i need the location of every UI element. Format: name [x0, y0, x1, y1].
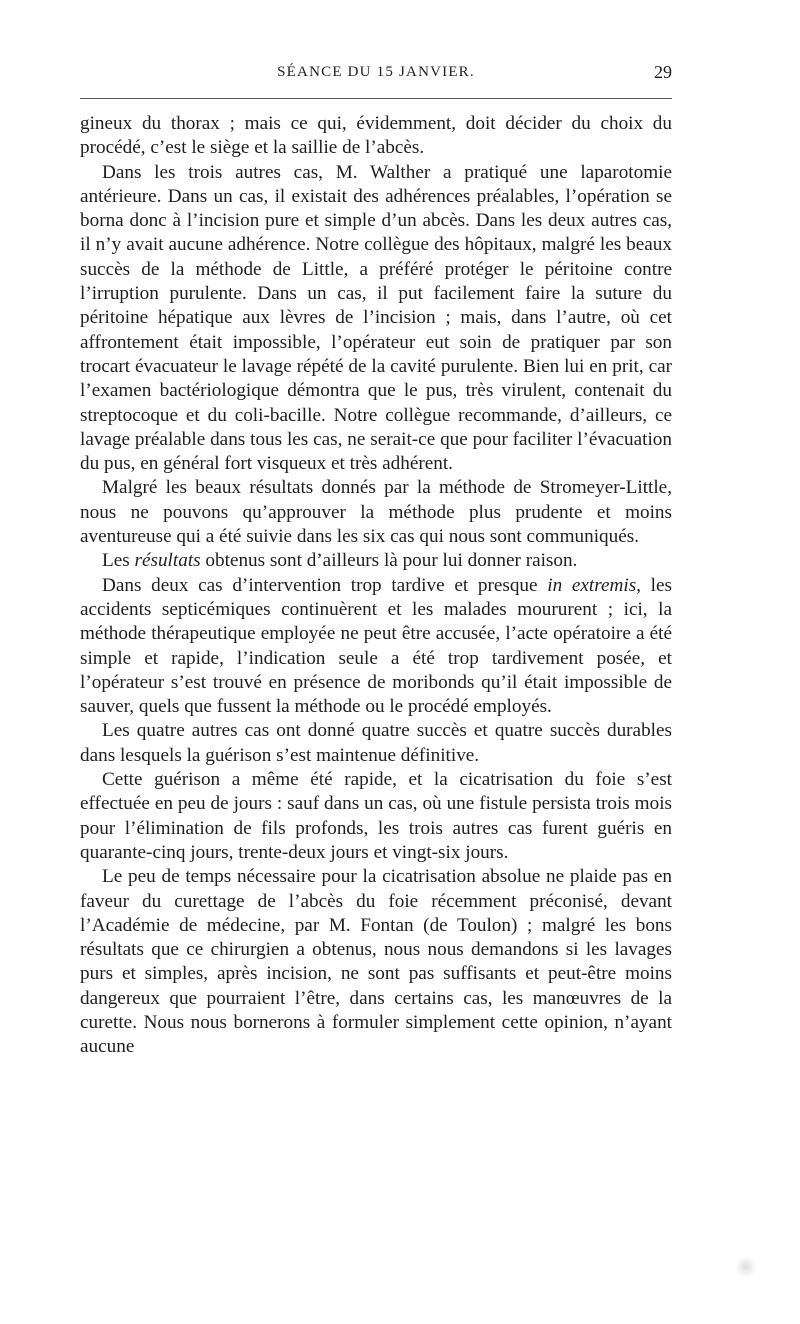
- paper-smudge: [735, 1256, 757, 1278]
- emphasis-text: in extremis,: [547, 574, 641, 596]
- text-run: Dans deux cas d’intervention trop tardive et presque: [102, 574, 548, 596]
- running-title: SÉANCE DU 15 JANVIER.: [277, 64, 475, 80]
- paragraph: [80, 549, 672, 573]
- paragraph: Dans les trois autres cas, M. Walther a pratiqué une laparotomie antérieure. Dans un cas, il existait des adhérences préalables, l’opération se borna donc à l’incision pure et simple d’un abcès. Dans les deux autres cas, il n’y avait aucune adhérence. Notre collègue des hôpitaux, malgré les beaux succès de la méthode de Little, a préféré protéger le péritoine contre l’irruption purulente. Dans un cas, il put facilement faire la suture du péritoine hépatique aux lèvres de l’incision ; mais, dans l’autre, où cet affrontement était impossible, l’opérateur eut soin de pratiquer par son trocart évacuateur le lavage répété de la cavité purulente. Bien lui en prit, car l’examen bactériologique démontra que le pus, très virulent, contenait du streptocoque et du coli-bacille. Notre collègue recommande, d’ailleurs, ce lavage préalable dans tous les cas, ne serait-ce que pour faciliter l’évacuation du pus, en général fort visqueux et très adhérent.: [80, 161, 672, 475]
- paragraph: Les quatre autres cas ont donné quatre succès et quatre succès durables dans lesquels la guérison s’est maintenue définitive.: [80, 720, 672, 766]
- page-number: 29: [654, 62, 672, 82]
- emphasis-text: résultats: [134, 550, 201, 572]
- paragraph: Le peu de temps nécessaire pour la cicatrisation absolue ne plaide pas en faveur du curettage de l’abcès du foie récemment préconisé, devant l’Académie de médecine, par M. Fontan (de Toulon) ; malgré les bons résultats que ce chirurgien a obtenus, nous nous demandons si les lavages purs et simples, après incision, ne sont pas suffisants et peut-être moins dangereux que pourraient l’être, dans certains cas, les manœuvres de la curette. Nous nous bornerons à formuler simplement cette opinion, n’ayant aucune: [80, 866, 672, 1058]
- body-text: [80, 112, 672, 1060]
- paragraph: Malgré les beaux résultats donnés par la méthode de Stromeyer-Little, nous ne pouvons qu’approuver la méthode plus prudente et moins aventureuse qui a été suivie dans les six cas qui nous sont communiqués.: [80, 477, 672, 548]
- paragraph: [80, 574, 672, 720]
- text-run: Les: [102, 550, 135, 572]
- paragraph: gineux du thorax ; mais ce qui, évidemment, doit décider du choix du procédé, c’est le siège et la saillie de l’abcès.: [80, 113, 672, 159]
- text-run: obtenus sont d’ailleurs là pour lui donner raison.: [200, 550, 578, 572]
- page-header: [80, 62, 672, 88]
- paragraph: Cette guérison a même été rapide, et la cicatrisation du foie s’est effectuée en peu de jours : sauf dans un cas, où une fistule persista trois mois pour l’élimination de fils profonds, les trois autres cas furent guéris en quarante-cinq jours, trente-deux jours et vingt-six jours.: [80, 769, 672, 863]
- header-rule: [80, 98, 672, 99]
- text-run: les accidents septicémiques continuèrent et les malades moururent ; ici, la méthode thérapeutique employée ne peut être accusée, l’acte opératoire a été simple et rapide, l’indication seule a été trop tardivement posée, et l’opérateur s’est trouvé en présence de moribonds qu’il était impossible de sauver, quels que fussent la méthode ou le procédé employés.: [80, 574, 672, 718]
